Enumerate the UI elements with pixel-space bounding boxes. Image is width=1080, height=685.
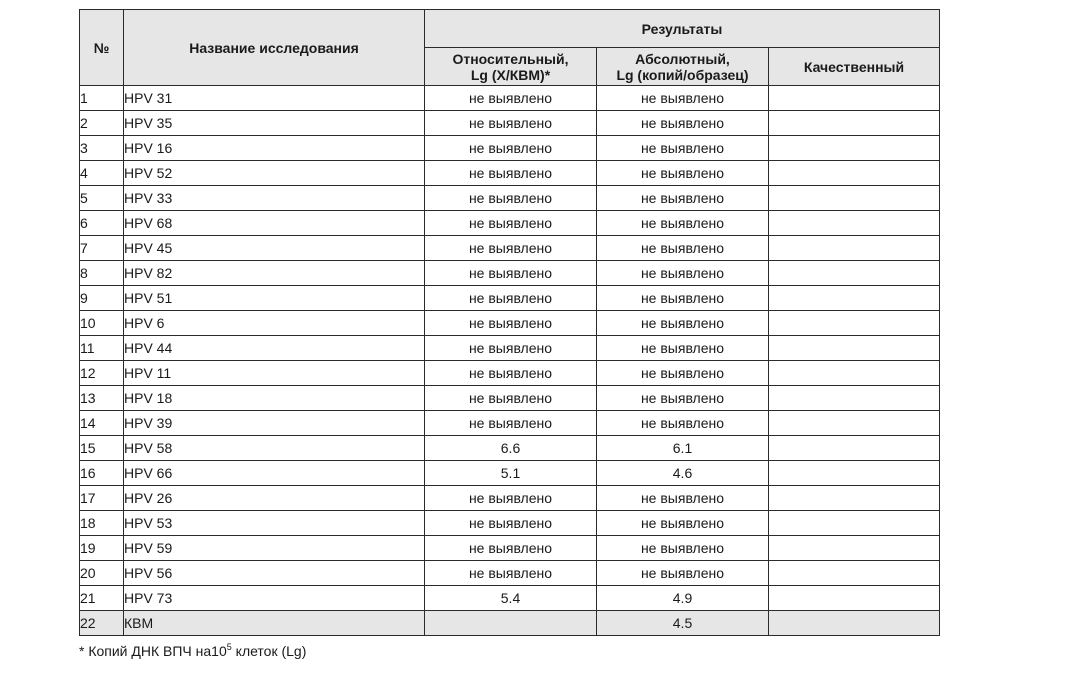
cell-qualitative: [769, 611, 940, 636]
table-row: [80, 336, 940, 361]
table-row: [80, 236, 940, 261]
header-relative-line2: Lg (Х/КВМ)*: [470, 66, 551, 83]
table-row: [80, 136, 940, 161]
cell-relative: [425, 611, 597, 636]
footnote: [79, 643, 306, 659]
cell-name: HPV 31: [124, 86, 425, 111]
table-row: [80, 361, 940, 386]
cell-name: HPV 35: [124, 111, 425, 136]
cell-name: HPV 53: [124, 511, 425, 536]
table-row: [80, 486, 940, 511]
header-absolute-line2: Lg (копий/образец): [616, 66, 749, 83]
cell-absolute: не выявлено: [597, 336, 769, 361]
cell-relative: не выявлено: [425, 286, 597, 311]
cell-qualitative: [769, 461, 940, 486]
cell-num: 14: [80, 411, 124, 436]
cell-qualitative: [769, 311, 940, 336]
cell-relative: не выявлено: [425, 211, 597, 236]
cell-relative: не выявлено: [425, 361, 597, 386]
cell-relative: не выявлено: [425, 86, 597, 111]
cell-name: HPV 45: [124, 236, 425, 261]
cell-qualitative: [769, 236, 940, 261]
cell-num: 20: [80, 561, 124, 586]
cell-name: HPV 59: [124, 536, 425, 561]
header-qualitative: Качественный: [769, 48, 940, 86]
table-row: [80, 586, 940, 611]
cell-name: КВМ: [124, 611, 425, 636]
cell-num: 22: [80, 611, 124, 636]
cell-relative: не выявлено: [425, 561, 597, 586]
cell-name: HPV 33: [124, 186, 425, 211]
cell-num: 12: [80, 361, 124, 386]
table-row: [80, 461, 940, 486]
table-row: [80, 436, 940, 461]
cell-qualitative: [769, 286, 940, 311]
cell-absolute: 4.5: [597, 611, 769, 636]
kvm-row: [80, 611, 940, 636]
cell-num: 15: [80, 436, 124, 461]
cell-absolute: не выявлено: [597, 311, 769, 336]
cell-qualitative: [769, 561, 940, 586]
cell-relative: не выявлено: [425, 536, 597, 561]
cell-num: 5: [80, 186, 124, 211]
cell-relative: не выявлено: [425, 111, 597, 136]
cell-absolute: не выявлено: [597, 136, 769, 161]
cell-qualitative: [769, 411, 940, 436]
cell-num: 11: [80, 336, 124, 361]
cell-absolute: не выявлено: [597, 161, 769, 186]
table-row: [80, 161, 940, 186]
cell-num: 17: [80, 486, 124, 511]
cell-absolute: не выявлено: [597, 511, 769, 536]
header-relative-line1: Относительный,: [452, 50, 569, 67]
cell-name: HPV 66: [124, 461, 425, 486]
cell-num: 13: [80, 386, 124, 411]
cell-num: 1: [80, 86, 124, 111]
cell-absolute: не выявлено: [597, 286, 769, 311]
cell-name: HPV 44: [124, 336, 425, 361]
cell-absolute: не выявлено: [597, 211, 769, 236]
cell-name: HPV 18: [124, 386, 425, 411]
footnote-suffix: клеток (Lg): [231, 643, 307, 659]
cell-num: 4: [80, 161, 124, 186]
cell-num: 9: [80, 286, 124, 311]
cell-qualitative: [769, 261, 940, 286]
cell-absolute: не выявлено: [597, 111, 769, 136]
cell-relative: не выявлено: [425, 311, 597, 336]
cell-qualitative: [769, 161, 940, 186]
cell-absolute: не выявлено: [597, 186, 769, 211]
cell-relative: не выявлено: [425, 236, 597, 261]
header-absolute-line1: Абсолютный,: [635, 50, 730, 67]
cell-num: 21: [80, 586, 124, 611]
header-relative: [425, 48, 597, 86]
cell-qualitative: [769, 211, 940, 236]
cell-qualitative: [769, 186, 940, 211]
header-absolute: [597, 48, 769, 86]
cell-name: HPV 51: [124, 286, 425, 311]
cell-name: HPV 26: [124, 486, 425, 511]
cell-qualitative: [769, 536, 940, 561]
cell-relative: 5.4: [425, 586, 597, 611]
table-row: [80, 286, 940, 311]
cell-relative: не выявлено: [425, 386, 597, 411]
cell-absolute: не выявлено: [597, 561, 769, 586]
cell-absolute: 4.6: [597, 461, 769, 486]
cell-num: 7: [80, 236, 124, 261]
table-row: [80, 386, 940, 411]
cell-absolute: не выявлено: [597, 486, 769, 511]
table-row: [80, 536, 940, 561]
cell-relative: не выявлено: [425, 336, 597, 361]
cell-relative: не выявлено: [425, 486, 597, 511]
cell-absolute: не выявлено: [597, 361, 769, 386]
cell-relative: не выявлено: [425, 261, 597, 286]
table-row: [80, 311, 940, 336]
cell-qualitative: [769, 336, 940, 361]
cell-num: 19: [80, 536, 124, 561]
cell-name: HPV 58: [124, 436, 425, 461]
cell-num: 18: [80, 511, 124, 536]
cell-relative: не выявлено: [425, 161, 597, 186]
cell-num: 6: [80, 211, 124, 236]
table-body: [80, 86, 940, 636]
table-row: [80, 511, 940, 536]
cell-name: HPV 6: [124, 311, 425, 336]
header-results-group: Результаты: [425, 10, 940, 48]
cell-relative: не выявлено: [425, 136, 597, 161]
table-row: [80, 411, 940, 436]
cell-qualitative: [769, 586, 940, 611]
cell-num: 3: [80, 136, 124, 161]
cell-num: 16: [80, 461, 124, 486]
cell-qualitative: [769, 386, 940, 411]
cell-name: HPV 39: [124, 411, 425, 436]
table-row: [80, 211, 940, 236]
cell-qualitative: [769, 136, 940, 161]
footnote-exponent: 5: [226, 642, 232, 652]
footnote-prefix: * Копий ДНК ВПЧ на10: [79, 643, 227, 659]
cell-qualitative: [769, 361, 940, 386]
cell-num: 8: [80, 261, 124, 286]
cell-num: 2: [80, 111, 124, 136]
cell-absolute: не выявлено: [597, 536, 769, 561]
cell-absolute: не выявлено: [597, 411, 769, 436]
cell-absolute: 4.9: [597, 586, 769, 611]
cell-qualitative: [769, 486, 940, 511]
table-row: [80, 261, 940, 286]
cell-relative: не выявлено: [425, 186, 597, 211]
cell-num: 10: [80, 311, 124, 336]
cell-relative: не выявлено: [425, 411, 597, 436]
table-row: [80, 561, 940, 586]
cell-qualitative: [769, 86, 940, 111]
cell-qualitative: [769, 511, 940, 536]
cell-name: HPV 56: [124, 561, 425, 586]
cell-absolute: не выявлено: [597, 261, 769, 286]
cell-absolute: не выявлено: [597, 386, 769, 411]
table-row: [80, 186, 940, 211]
cell-name: HPV 82: [124, 261, 425, 286]
cell-absolute: 6.1: [597, 436, 769, 461]
cell-relative: 5.1: [425, 461, 597, 486]
cell-name: HPV 16: [124, 136, 425, 161]
cell-qualitative: [769, 111, 940, 136]
cell-name: HPV 73: [124, 586, 425, 611]
cell-absolute: не выявлено: [597, 86, 769, 111]
cell-relative: не выявлено: [425, 511, 597, 536]
header-test-name: Название исследования: [124, 10, 425, 86]
table-row: [80, 86, 940, 111]
cell-name: HPV 11: [124, 361, 425, 386]
cell-relative: 6.6: [425, 436, 597, 461]
results-table: [79, 9, 940, 636]
header-num: №: [80, 10, 124, 86]
cell-name: HPV 68: [124, 211, 425, 236]
cell-name: HPV 52: [124, 161, 425, 186]
table-row: [80, 111, 940, 136]
cell-absolute: не выявлено: [597, 236, 769, 261]
cell-qualitative: [769, 436, 940, 461]
